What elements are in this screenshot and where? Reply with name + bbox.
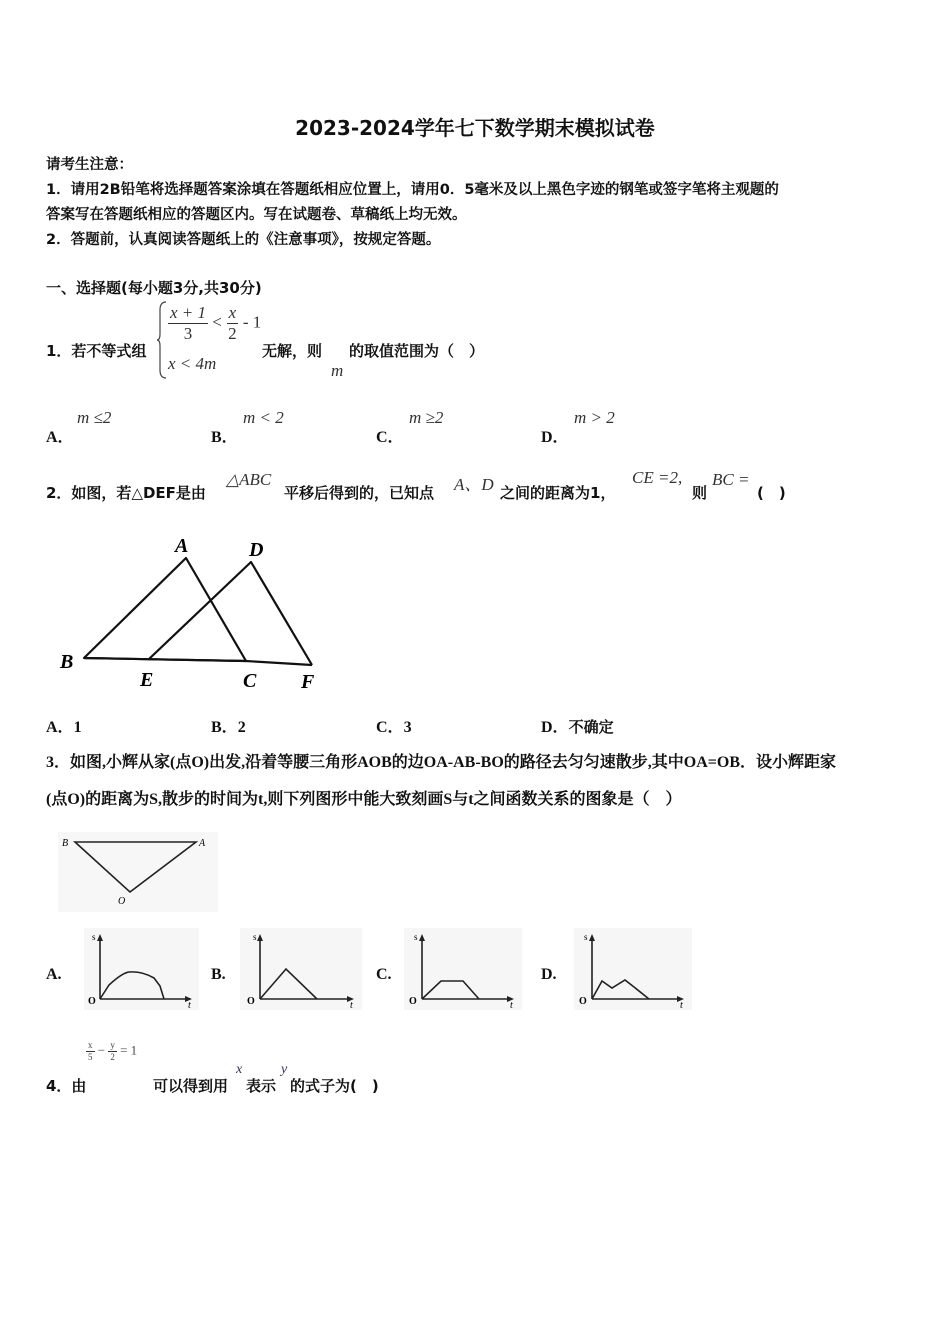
q3-graph-b-t: t: [350, 1000, 353, 1010]
q3-graph-b: [240, 928, 362, 1010]
q4-mid1: 可以得到用: [153, 1077, 229, 1095]
q4-eq-rhs: = 1: [120, 1042, 138, 1058]
q2-option-b-text: 2: [237, 719, 246, 736]
q4-equation: [86, 1040, 137, 1063]
q3-option-d-label[interactable]: D.: [541, 966, 557, 983]
q3-option-b-label[interactable]: B.: [211, 966, 226, 983]
page-title: 2023-2024学年七下数学期末模拟试卷: [295, 116, 655, 140]
q3-graph-c: [404, 928, 522, 1010]
q1-prefix: 1．若不等式组: [46, 342, 147, 360]
q3-tri-label-b: B: [62, 838, 69, 849]
q2-label-c: C: [243, 670, 257, 692]
q3-graph-a-s: s: [92, 932, 96, 942]
q1-option-d-label[interactable]: D．: [541, 429, 569, 446]
q1-ineq1-num: x + 1: [170, 303, 207, 322]
notice-line-1b: 答案写在答题纸相应的答题区内。写在试题卷、草稿纸上均无效。: [46, 207, 467, 223]
q1-ineq1-den: 3: [183, 324, 193, 343]
q2-bc: BC =: [712, 470, 750, 489]
q2-ce: CE =2,: [632, 468, 683, 487]
q3-graph-a-t: t: [188, 1000, 191, 1010]
q4-x: x: [236, 1062, 243, 1077]
q2-option-c-label: C．: [376, 719, 404, 736]
q2-mid2: 之间的距离为1，: [500, 484, 616, 502]
q3-option-a-label[interactable]: A.: [46, 966, 62, 983]
q4-eq-xnum: x: [88, 1040, 93, 1050]
q3-graph-a-o: O: [88, 996, 96, 1007]
q3-option-c-label[interactable]: C.: [376, 966, 392, 983]
q2-option-a-text: 1: [73, 719, 82, 736]
q2-then: 则: [692, 484, 708, 502]
q2-paren: ( ): [757, 484, 786, 502]
q1-option-b-label[interactable]: B．: [211, 429, 238, 446]
q2-label-d: D: [249, 539, 264, 561]
q1-var: m: [331, 361, 344, 380]
q2-option-b-label: B．: [211, 719, 238, 736]
q1-option-a-label[interactable]: A．: [46, 429, 74, 446]
q4-mid2: 表示: [246, 1077, 277, 1095]
q1-brace: [157, 300, 167, 380]
q1-ineq1-rden: 2: [228, 324, 237, 343]
q2-points: A、D: [454, 475, 494, 494]
q3-graph-c-t: t: [510, 1000, 513, 1010]
notice-heading: 请考生注意：: [46, 157, 133, 173]
q2-triangle-abc: [84, 558, 246, 661]
q4-prefix: 4．由: [46, 1077, 87, 1095]
q4-y: y: [281, 1062, 288, 1077]
q2-triangle-def: [149, 562, 312, 665]
q4-eq-ynum: y: [110, 1040, 115, 1050]
q4-eq-minus: −: [97, 1042, 106, 1058]
q2-figure: [55, 530, 335, 695]
q3-graph-b-o: O: [247, 996, 255, 1007]
q1-ineq1-tail: - 1: [242, 312, 262, 332]
q1-option-c-label[interactable]: C．: [376, 429, 404, 446]
q1-ineq1-rnum: x: [228, 303, 237, 322]
q1-option-c-math: m ≥2: [409, 408, 444, 427]
q2-option-c[interactable]: [376, 714, 412, 737]
section-heading: 一、选择题(每小题3分,共30分): [46, 279, 262, 297]
q4-eq-xden: 5: [88, 1052, 93, 1062]
q3-triangle-figure: [58, 832, 218, 912]
q1-mid: 无解，则: [262, 342, 323, 360]
q4-eq-yden: 2: [110, 1052, 115, 1062]
q1-suffix: 的取值范围为（ ）: [349, 342, 485, 360]
q2-option-d[interactable]: [541, 714, 614, 737]
q1-inequality-2: x < 4m: [168, 354, 217, 373]
q3-line-2: (点O)的距离为S,散步的时间为t,则下列图形中能大致刻画S与t之间函数关系的图象是（ ）: [46, 791, 682, 808]
q2-label-e: E: [140, 669, 154, 691]
q2-option-d-text: 不确定: [568, 718, 614, 736]
q3-graph-d-o: O: [579, 996, 587, 1007]
q3-graph-c-s: s: [414, 932, 418, 942]
q2-triangle: △ABC: [226, 470, 272, 489]
q3-graph-a: [84, 928, 199, 1010]
q2-option-b[interactable]: [211, 714, 246, 737]
q1-option-d-math: m > 2: [574, 408, 615, 427]
q2-label-f: F: [301, 671, 315, 693]
q2-option-a-label: A．: [46, 719, 74, 736]
notice-line-2: 2．答题前，认真阅读答题纸上的《注意事项》，按规定答题。: [46, 232, 441, 248]
q2-mid1: 平移后得到的，已知点: [284, 484, 435, 502]
q1-option-a-math: m ≤2: [77, 408, 112, 427]
q2-label-a: A: [175, 535, 189, 557]
q4-suffix: 的式子为( ): [290, 1077, 379, 1095]
q3-graph-d: [574, 928, 692, 1010]
q3-graph-d-s: s: [584, 932, 588, 942]
q1-ineq1-lt: <: [212, 312, 222, 332]
q2-label-b: B: [60, 651, 74, 673]
q2-base-line: [84, 658, 312, 665]
q2-option-c-text: 3: [403, 719, 412, 736]
q3-tri-label-a: A: [199, 838, 206, 849]
q2-option-d-label: D．: [541, 719, 569, 736]
q1-option-b-math: m < 2: [243, 408, 284, 427]
q3-graph-c-o: O: [409, 996, 417, 1007]
q3-graph-d-t: t: [680, 1000, 683, 1010]
q2-option-a[interactable]: [46, 714, 82, 737]
q2-prefix: 2．如图，若△DEF是由: [46, 484, 206, 502]
q1-inequality-1: [168, 303, 261, 344]
notice-line-1a: 1．请用2B铅笔将选择题答案涂填在答题纸相应位置上，请用0．5毫米及以上黑色字迹的钢笔或签字笔将主观题的: [46, 182, 779, 198]
q3-graph-b-s: s: [253, 932, 257, 942]
q3-line-1: 3．如图,小辉从家(点O)出发,沿着等腰三角形AOB的边OA-AB-BO的路径去匀匀速散步,其中OA=OB．设小辉距家: [46, 754, 837, 771]
q3-tri-label-o: O: [118, 896, 126, 907]
